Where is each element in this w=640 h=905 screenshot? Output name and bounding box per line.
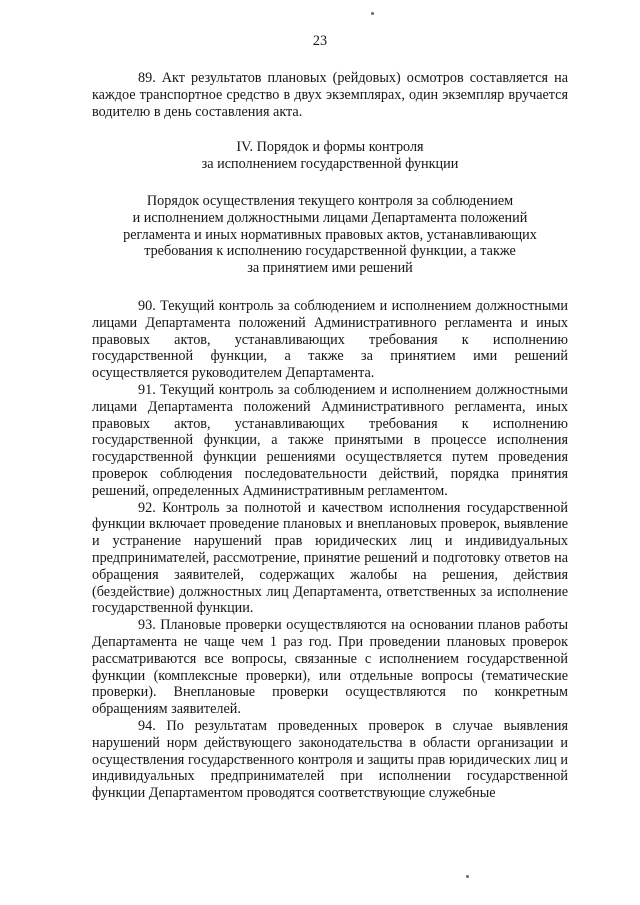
paragraph-92: 92. Контроль за полнотой и качеством исполнения государственной функции включает проведение плановых и внеплановых проверок, выявление и устранение нарушений прав юридических лиц и индивидуальных предпринимателей, рассмотрение, принятие решений и подготовку ответов на обращения заявителей, содержащих жалобы на решения, действия (бездействие) должностных лиц Департамента, ответственных за исполнение государственной функции.: [92, 499, 568, 617]
subsection-heading-line-2: и исполнением должностными лицами Департамента положений: [132, 209, 528, 226]
subsection-heading-line-5: за принятием ими решений: [247, 260, 413, 277]
paragraph-91: 91. Текущий контроль за соблюдением и исполнением должностными лицами Департамента положений Административного регламента, иных правовых актов, устанавливающих требования к исполнению государственной функции, а также принятыми в процессе исполнения государственной функции решениями осуществляется путем проведения проверок соблюдения последовательности действий, порядка принятия решений, определенных Административным регламентом.: [92, 381, 568, 499]
paragraph-94: 94. По результатам проведенных проверок в случае выявления нарушений норм действующего законодательства в области организации и осуществления государственного контроля и защиты прав юридических лиц и индивидуальных предпринимателей при исполнении государственной функции Департаментом проводятся соответствующие служебные: [92, 717, 568, 802]
section-heading: [92, 139, 568, 173]
page-number: 23: [312, 33, 328, 49]
paragraph-89: 89. Акт результатов плановых (рейдовых) осмотров составляется на каждое транспортное средство в двух экземплярах, один экземпляр вручается водителю в день составления акта.: [92, 70, 568, 120]
subsection-heading-line-4: требования к исполнению государственной функции, а также: [144, 243, 516, 260]
paragraph-89-block: [92, 70, 568, 120]
body-paragraphs: [92, 298, 568, 802]
scan-speck: [466, 875, 469, 878]
section-heading-line-2: за исполнением государственной функции: [201, 155, 459, 172]
paragraph-90: 90. Текущий контроль за соблюдением и исполнением должностными лицами Департамента положений Административного регламента и иных правовых актов, устанавливающих требования к исполнению государственной функции, а также за принятием ими решений осуществляется руководителем Департамента.: [92, 298, 568, 382]
section-heading-line-1: IV. Порядок и формы контроля: [236, 139, 424, 155]
paragraph-93: 93. Плановые проверки осуществляются на основании планов работы Департамента не чаще чем 1 раз год. При проведении плановых проверок рассматриваются все вопросы, связанные с исполнением государственной функции (комплексные проверки), или отдельные вопросы (тематические проверки). Внеплановые проверки осуществляются по конкретным обращениям заявителей.: [92, 617, 568, 718]
subsection-heading-line-3: регламента и иных нормативных правовых актов, устанавливающих: [123, 226, 537, 243]
subsection-heading-line-1: Порядок осуществления текущего контроля за соблюдением: [146, 193, 514, 209]
subsection-heading: [92, 193, 568, 277]
scan-speck: [371, 12, 374, 15]
